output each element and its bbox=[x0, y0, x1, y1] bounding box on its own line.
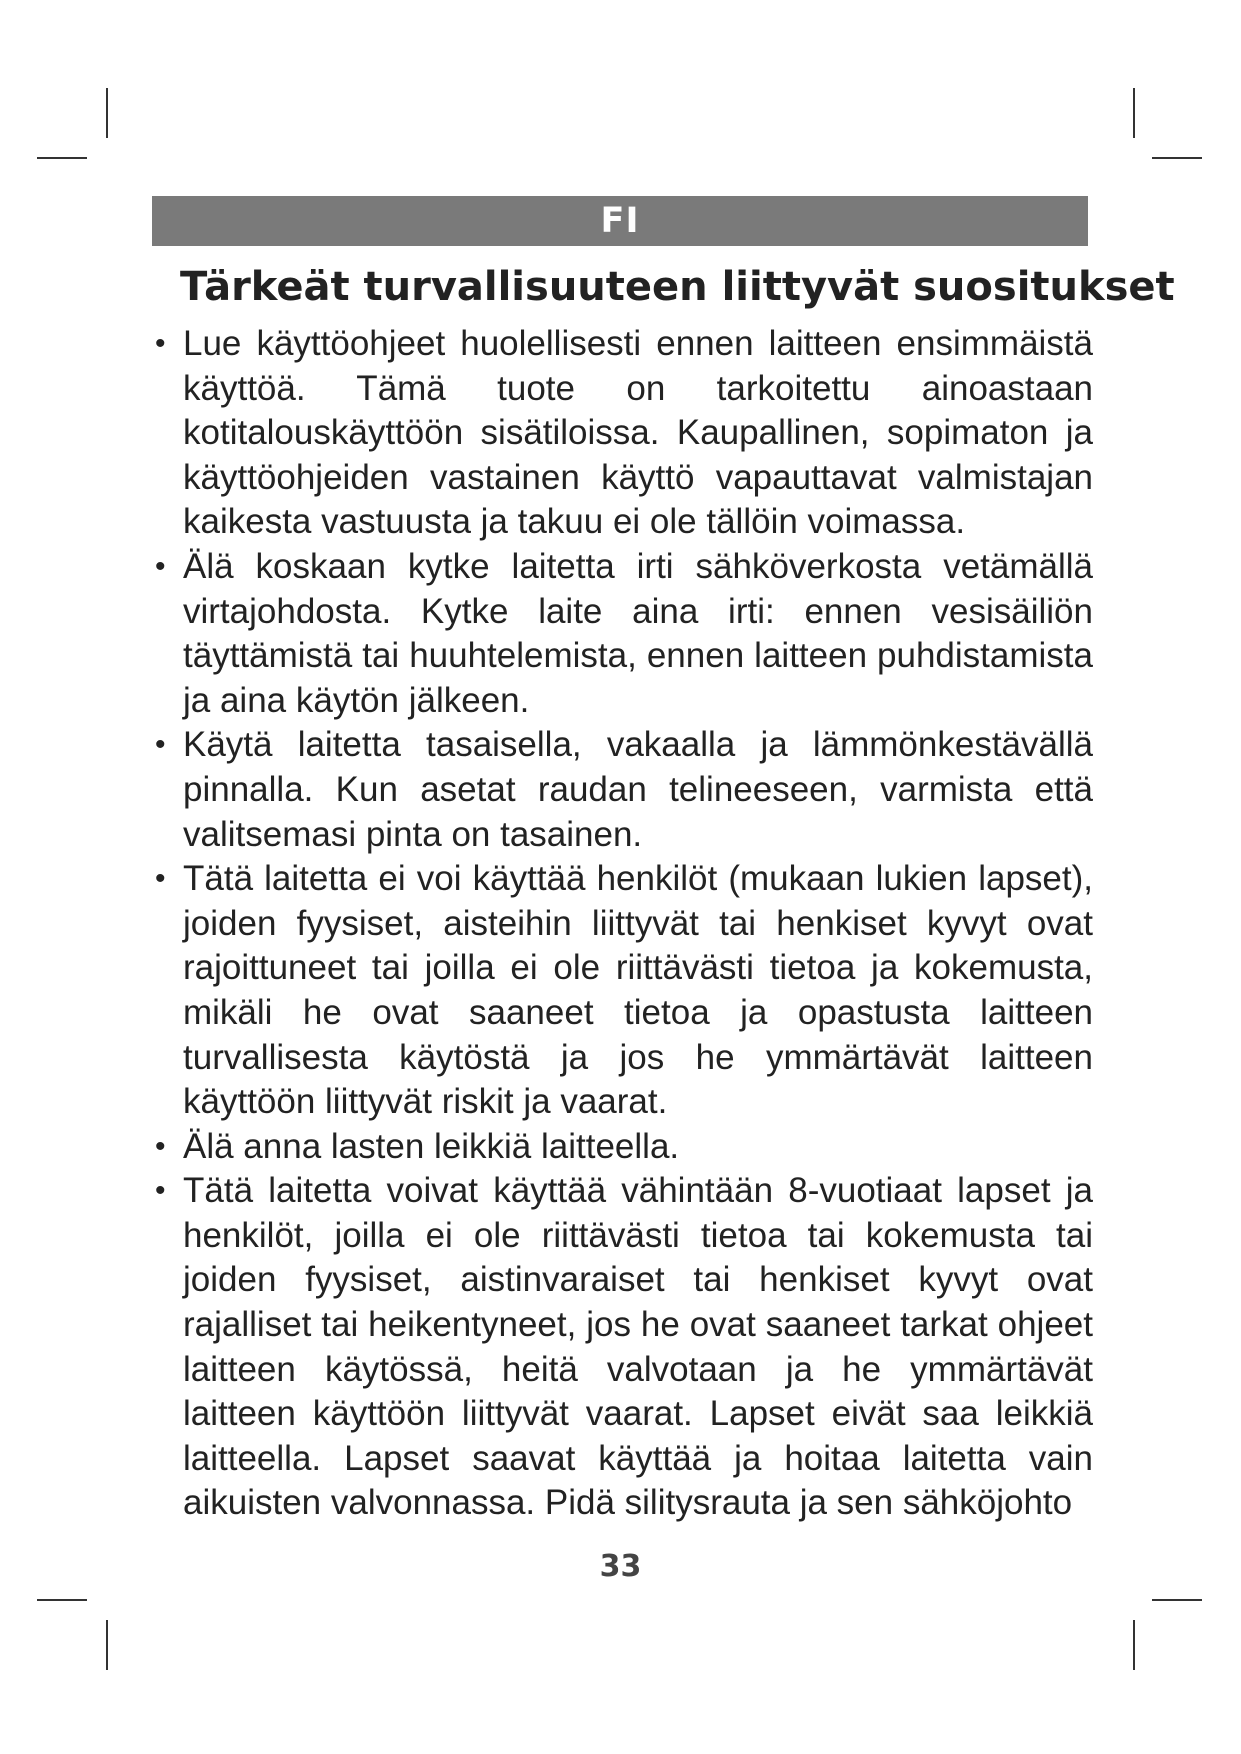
crop-mark-top-left-horizontal bbox=[37, 157, 87, 159]
crop-mark-bottom-right-horizontal bbox=[1152, 1599, 1202, 1601]
page-title: Tärkeät turvallisuuteen liittyvät suositukset bbox=[180, 264, 1175, 310]
bullet-icon: • bbox=[155, 1129, 166, 1163]
list-item bbox=[150, 545, 1093, 723]
page-number: 33 bbox=[599, 1549, 642, 1584]
crop-mark-top-left-vertical bbox=[106, 88, 108, 138]
list-item-text: Lue käyttöohjeet huolellisesti ennen laitteen ensimmäistä käyttöä. Tämä tuote on tarkoitettu ainoastaan kotitalouskäyttöön sisätiloissa. Kaupallinen, sopimaton ja käyttöohjeiden vastainen käyttö vapauttavat valmistajan kaikesta vastuusta ja takuu ei ole tällöin voimassa. bbox=[183, 324, 1093, 542]
list-item bbox=[150, 857, 1093, 1125]
bullet-icon: • bbox=[155, 327, 166, 360]
bullet-icon: • bbox=[155, 862, 166, 896]
list-item bbox=[150, 1125, 1093, 1170]
list-item-text: Tätä laitetta voivat käyttää vähintään 8-vuotiaat lapset ja henkilöt, joilla ei ole riittävästi tietoa tai kokemusta tai joiden fyysiset, aistinvaraiset tai henkiset kyvyt ovat rajalliset tai heikentyneet, jos he ovat saaneet tarkat ohjeet laitteen käytössä, heitä valvotaan ja he ymmärtävät laitteen käyttöön liittyvät vaarat. Lapset eivät saa leikkiä laitteella. Lapset saavat käyttää ja hoitaa laitetta vain aikuisten valvonnassa. Pidä silitysrauta ja sen sähköjohto bbox=[183, 1171, 1093, 1523]
list-item-text: Tätä laitetta ei voi käyttää henkilöt (mukaan lukien lapset), joiden fyysiset, aisteihin liittyvät tai henkiset kyvyt ovat rajoittuneet tai joilla ei ole riittävästi tietoa ja kokemusta, mikäli he ovat saaneet tietoa ja opastusta laitteen turvallisesta käytöstä ja jos he ymmärtävät laitteen käyttöön liittyvät riskit ja vaarat. bbox=[183, 859, 1093, 1122]
list-item-text: Älä anna lasten leikkiä laitteella. bbox=[183, 1126, 680, 1166]
crop-mark-bottom-right-vertical bbox=[1133, 1620, 1135, 1670]
bullet-icon: • bbox=[155, 728, 166, 762]
list-item bbox=[150, 1169, 1093, 1526]
list-item-text: Käytä laitetta tasaisella, vakaalla ja lämmönkestävällä pinnalla. Kun asetat raudan telineeseen, varmista että valitsemasi pinta on tasainen. bbox=[183, 725, 1093, 854]
language-code: FI bbox=[600, 201, 640, 241]
bullet-icon: • bbox=[155, 1174, 166, 1208]
list-item bbox=[150, 723, 1093, 857]
list-item-text: Älä koskaan kytke laitetta irti sähköverkosta vetämällä virtajohdosta. Kytke laite aina irti: ennen vesisäiliön täyttämistä tai huuhtelemista, ennen laitteen puhdistamista ja aina käytön jälkeen. bbox=[183, 546, 1093, 720]
crop-mark-bottom-left-horizontal bbox=[37, 1599, 87, 1601]
crop-mark-top-right-horizontal bbox=[1152, 157, 1202, 159]
language-header-bar bbox=[152, 196, 1088, 246]
crop-mark-top-right-vertical bbox=[1133, 88, 1135, 138]
crop-mark-bottom-left-vertical bbox=[106, 1620, 108, 1670]
bullet-icon: • bbox=[155, 549, 166, 583]
safety-instructions-list bbox=[150, 322, 1130, 1526]
list-item bbox=[150, 322, 1093, 545]
